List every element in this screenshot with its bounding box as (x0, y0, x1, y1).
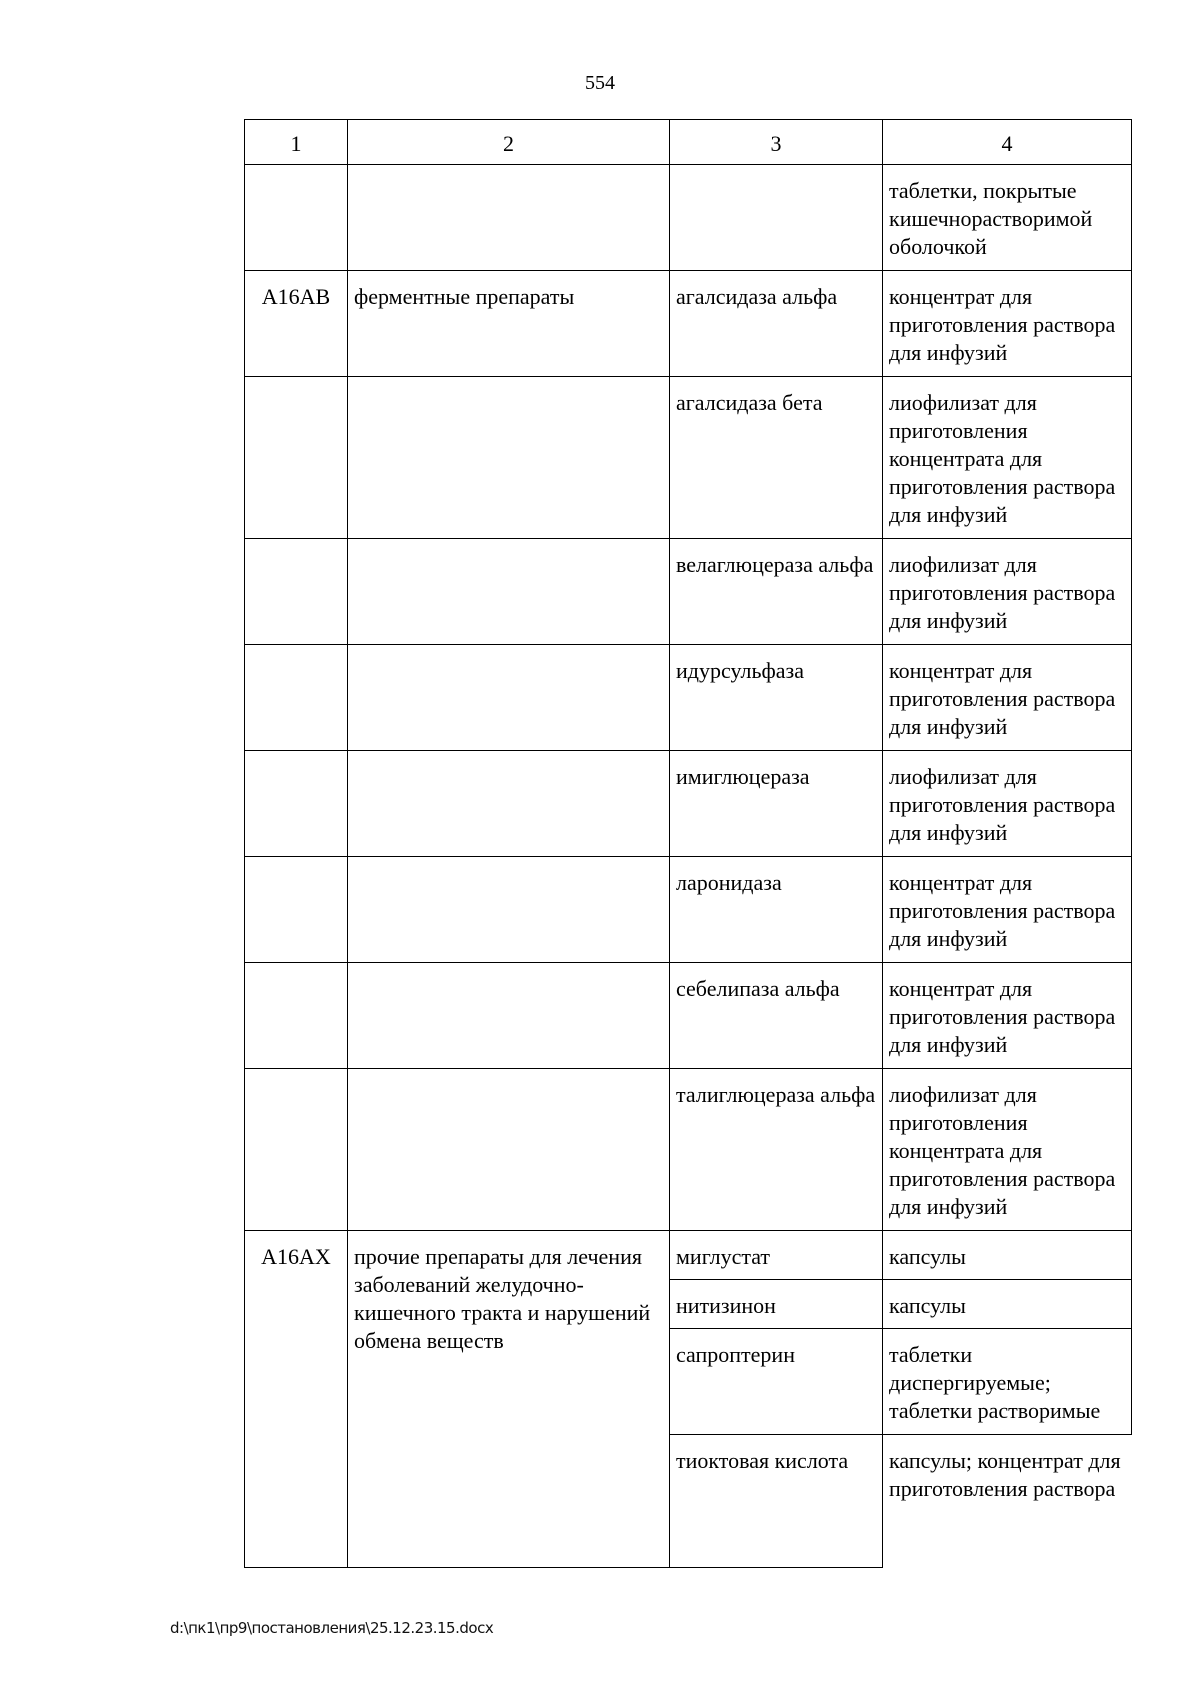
atc-code-cell: A16AX (245, 1231, 348, 1568)
atc-code-cell (245, 857, 348, 963)
dosage-form-cell: лиофилизат для приготовления концентрата для приготовления раствора для инфузий (883, 377, 1132, 539)
header-col-3: 3 (670, 120, 883, 165)
dosage-form-cell: концентрат для приготовления раствора для инфузий (883, 857, 1132, 963)
group-cell (348, 751, 670, 857)
drug-name-cell: сапроптерин (670, 1329, 883, 1435)
drug-name-cell: имиглюцераза (670, 751, 883, 857)
dosage-form-cell: таблетки, покрытые кишечнорастворимой оболочкой (883, 165, 1132, 271)
drug-name-cell: велаглюцераза альфа (670, 539, 883, 645)
table-row (245, 1231, 1132, 1280)
dosage-form-cell: капсулы (883, 1280, 1132, 1329)
drug-name-cell: талиглюцераза альфа (670, 1069, 883, 1231)
table-row (245, 751, 1132, 857)
atc-code-cell (245, 539, 348, 645)
atc-code-cell (245, 645, 348, 751)
table-row (245, 963, 1132, 1069)
dosage-form-cell: концентрат для приготовления раствора для инфузий (883, 645, 1132, 751)
drug-name-cell: агалсидаза бета (670, 377, 883, 539)
header-col-2: 2 (348, 120, 670, 165)
group-cell: прочие препараты для лечения заболеваний желудочно-кишечного тракта и нарушений обмена веществ (348, 1231, 670, 1568)
drug-name-cell: тиоктовая кислота (670, 1435, 883, 1568)
atc-code-cell (245, 377, 348, 539)
atc-code-cell: A16AB (245, 271, 348, 377)
drug-name-cell: миглустат (670, 1231, 883, 1280)
header-col-4: 4 (883, 120, 1132, 165)
atc-code-cell (245, 165, 348, 271)
group-cell: ферментные препараты (348, 271, 670, 377)
table-header-row (245, 120, 1132, 165)
drug-name-cell: нитизинон (670, 1280, 883, 1329)
drug-name-cell: ларонидаза (670, 857, 883, 963)
group-cell (348, 1069, 670, 1231)
table-row (245, 271, 1132, 377)
dosage-form-cell: таблетки диспергируемые; таблетки растворимые (883, 1329, 1132, 1435)
dosage-form-cell: лиофилизат для приготовления раствора для инфузий (883, 751, 1132, 857)
atc-code-cell (245, 963, 348, 1069)
table-row (245, 857, 1132, 963)
dosage-form-cell: капсулы; концентрат для приготовления раствора (883, 1435, 1132, 1568)
atc-code-cell (245, 1069, 348, 1231)
drug-name-cell: идурсульфаза (670, 645, 883, 751)
drug-name-cell (670, 165, 883, 271)
group-cell (348, 377, 670, 539)
table-row (245, 377, 1132, 539)
dosage-form-cell: лиофилизат для приготовления концентрата для приготовления раствора для инфузий (883, 1069, 1132, 1231)
drug-table (244, 119, 1132, 1568)
page-number: 554 (585, 72, 615, 94)
dosage-form-cell: концентрат для приготовления раствора для инфузий (883, 271, 1132, 377)
table-row (245, 1069, 1132, 1231)
group-cell (348, 645, 670, 751)
group-cell (348, 857, 670, 963)
dosage-form-cell: лиофилизат для приготовления раствора для инфузий (883, 539, 1132, 645)
footer-file-path: d:\пк1\пр9\постановления\25.12.23.15.docx (170, 1619, 494, 1637)
dosage-form-cell: капсулы (883, 1231, 1132, 1280)
table-row (245, 645, 1132, 751)
drug-name-cell: агалсидаза альфа (670, 271, 883, 377)
header-col-1: 1 (245, 120, 348, 165)
table-row (245, 539, 1132, 645)
dosage-form-cell: концентрат для приготовления раствора для инфузий (883, 963, 1132, 1069)
table-row (245, 165, 1132, 271)
group-cell (348, 539, 670, 645)
drug-name-cell: себелипаза альфа (670, 963, 883, 1069)
group-cell (348, 165, 670, 271)
atc-code-cell (245, 751, 348, 857)
group-cell (348, 963, 670, 1069)
